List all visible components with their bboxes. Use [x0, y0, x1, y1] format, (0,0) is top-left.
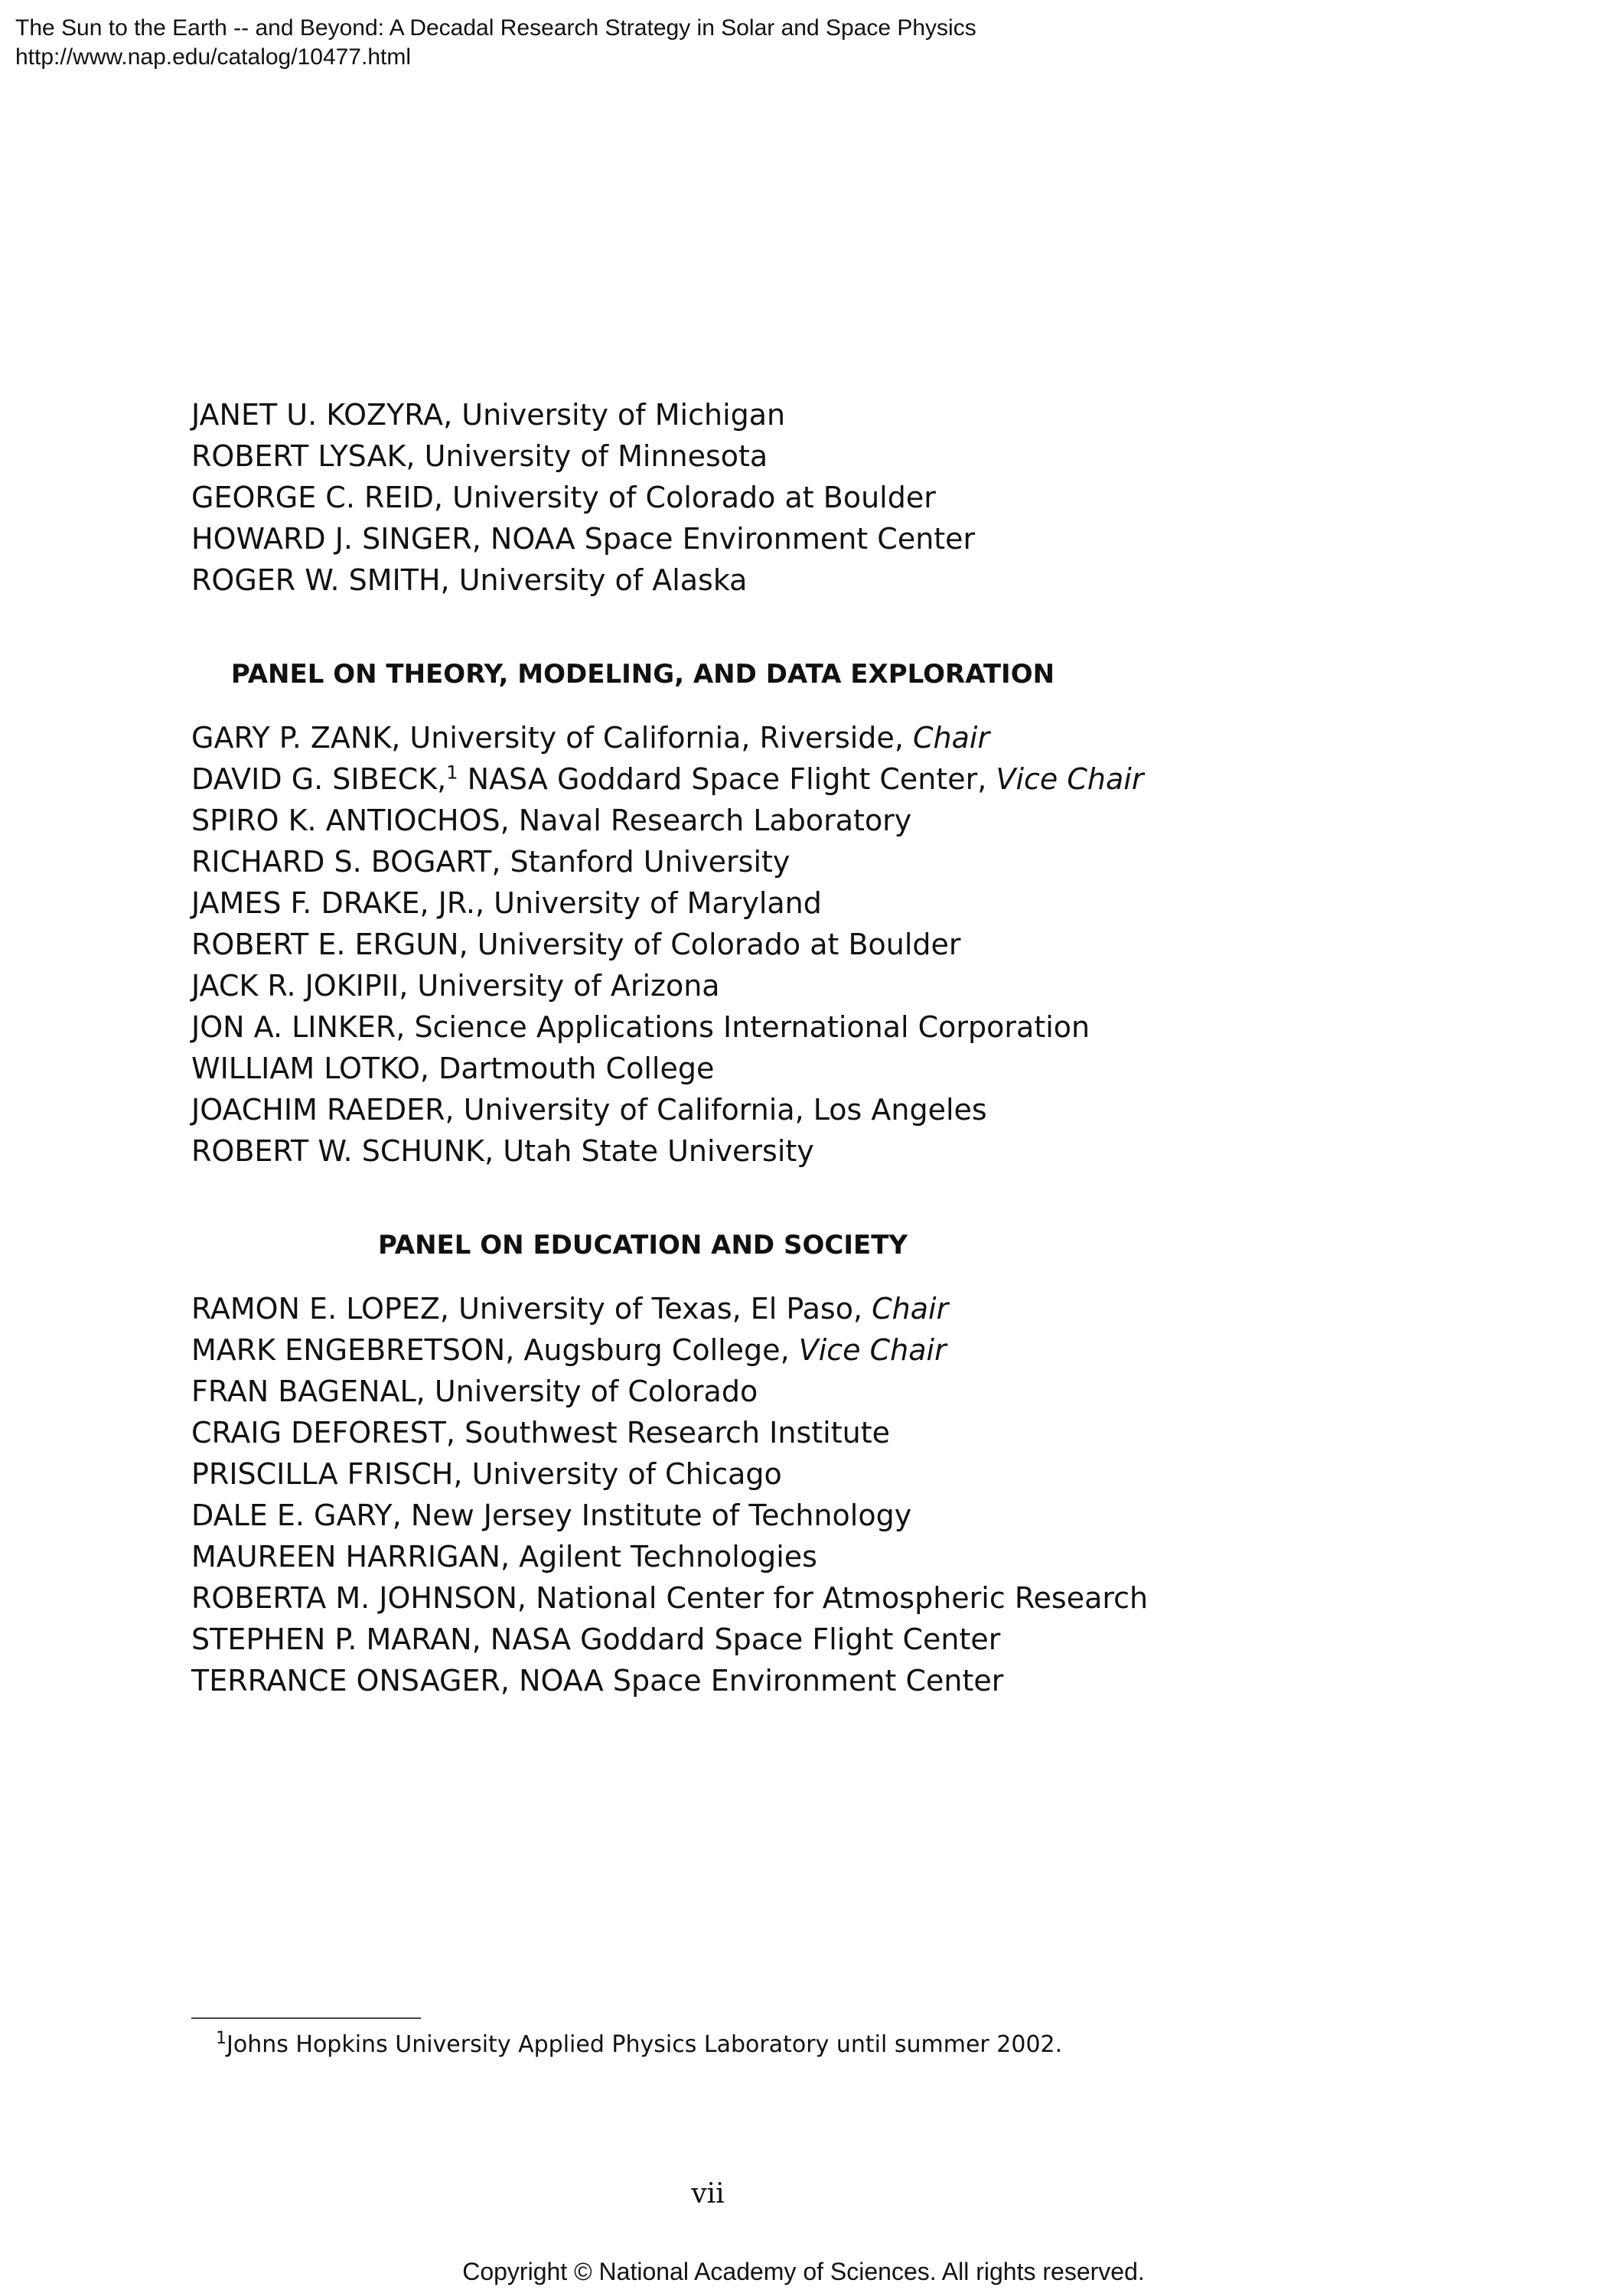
member-affiliation: NASA Goddard Space Flight Center: [467, 762, 978, 796]
member-name: JANET U. KOZYRA: [191, 398, 444, 432]
theory-member-list: [191, 717, 1301, 1172]
member-role: Vice Chair: [798, 1333, 947, 1367]
footnote-mark: 1: [216, 2029, 227, 2048]
member-name: STEPHEN P. MARAN: [191, 1623, 472, 1656]
footnote-divider: [191, 2017, 421, 2019]
member-entry: MARK ENGEBRETSON, Augsburg College, Vice Chair: [191, 1333, 947, 1367]
page-content: [191, 394, 1301, 1701]
member-affiliation: NOAA Space Environment Center: [490, 522, 976, 556]
member-entry: MAUREEN HARRIGAN, Agilent Technologies: [191, 1540, 817, 1574]
member-role: Chair: [912, 721, 990, 755]
member-name: JOACHIM RAEDER: [191, 1093, 445, 1127]
member-entry: JAMES F. DRAKE, JR., University of Maryland: [191, 886, 822, 920]
page-number: vii: [691, 2178, 725, 2210]
member-name: ROBERT E. ERGUN: [191, 928, 459, 961]
member-name: GARY P. ZANK: [191, 721, 392, 755]
member-affiliation: NASA Goddard Space Flight Center: [490, 1623, 1001, 1656]
member-name: RAMON E. LOPEZ: [191, 1292, 440, 1326]
member-name: GEORGE C. REID: [191, 481, 434, 514]
member-name: DAVID G. SIBECK: [191, 762, 438, 796]
member-entry: ROBERTA M. JOHNSON, National Center for Atmospheric Research: [191, 1581, 1149, 1615]
member-affiliation: University of Colorado at Boulder: [452, 481, 936, 514]
footnote-text: Johns Hopkins University Applied Physics Laboratory until summer 2002.: [227, 2031, 1063, 2058]
member-affiliation: University of Alaska: [458, 563, 748, 597]
member-name: RICHARD S. BOGART: [191, 845, 492, 879]
member-entry: HOWARD J. SINGER, NOAA Space Environment Center: [191, 522, 976, 556]
member-entry: RICHARD S. BOGART, Stanford University: [191, 845, 790, 879]
member-name: TERRANCE ONSAGER: [191, 1664, 500, 1698]
copyright-notice: Copyright © National Academy of Sciences. All rights reserved.: [462, 2258, 1145, 2285]
education-member-list: [191, 1288, 1301, 1701]
member-entry: RAMON E. LOPEZ, University of Texas, El Paso, Chair: [191, 1292, 949, 1326]
member-name: ROBERT LYSAK: [191, 439, 406, 473]
member-name: FRAN BAGENAL: [191, 1375, 416, 1408]
member-name: SPIRO K. ANTIOCHOS: [191, 804, 500, 837]
member-name: CRAIG DEFOREST: [191, 1416, 446, 1450]
member-affiliation: National Center for Atmospheric Research: [536, 1581, 1149, 1615]
member-name: MAUREEN HARRIGAN: [191, 1540, 500, 1574]
member-role: Chair: [872, 1292, 949, 1326]
member-affiliation: University of Minnesota: [424, 439, 768, 473]
member-affiliation: Augsburg College: [523, 1333, 781, 1367]
continued-member-list: [191, 394, 1301, 601]
member-affiliation: University of Colorado: [434, 1375, 758, 1408]
member-affiliation: University of Michigan: [461, 398, 786, 432]
member-name: HOWARD J. SINGER: [191, 522, 472, 556]
member-name: ROBERTA M. JOHNSON: [191, 1581, 517, 1615]
member-affiliation: Agilent Technologies: [519, 1540, 817, 1574]
member-name: PRISCILLA FRISCH: [191, 1457, 454, 1491]
member-affiliation: NOAA Space Environment Center: [519, 1664, 1004, 1698]
member-affiliation: University of Chicago: [471, 1457, 782, 1491]
member-affiliation: Science Applications International Corporation: [414, 1010, 1090, 1044]
member-affiliation: Southwest Research Institute: [464, 1416, 890, 1450]
member-affiliation: New Jersey Institute of Technology: [410, 1499, 912, 1532]
document-header: [15, 14, 976, 72]
member-affiliation: University of Texas, El Paso: [458, 1292, 853, 1326]
header-title: The Sun to the Earth -- and Beyond: A Decadal Research Strategy in Solar and Space Physics: [15, 15, 976, 41]
member-name: MARK ENGEBRETSON: [191, 1333, 506, 1367]
member-entry: ROGER W. SMITH, University of Alaska: [191, 563, 748, 597]
member-affiliation: University of Arizona: [417, 969, 720, 1003]
member-entry: FRAN BAGENAL, University of Colorado: [191, 1375, 758, 1408]
member-entry: JOACHIM RAEDER, University of California, Los Angeles: [191, 1093, 987, 1127]
member-name: ROBERT W. SCHUNK: [191, 1134, 485, 1168]
member-entry: TERRANCE ONSAGER, NOAA Space Environment Center: [191, 1664, 1004, 1698]
member-affiliation: Utah State University: [503, 1134, 814, 1168]
member-entry: CRAIG DEFOREST, Southwest Research Institute: [191, 1416, 890, 1450]
footnote: [216, 2030, 1062, 2060]
member-entry: GARY P. ZANK, University of California, Riverside, Chair: [191, 721, 990, 755]
member-affiliation: University of California, Los Angeles: [463, 1093, 987, 1127]
header-url: http://www.nap.edu/catalog/10477.html: [15, 44, 412, 70]
member-affiliation: Naval Research Laboratory: [518, 804, 912, 837]
member-name: ROGER W. SMITH: [191, 563, 441, 597]
panel-title-theory: PANEL ON THEORY, MODELING, AND DATA EXPLORATION: [230, 659, 1055, 690]
member-entry: JANET U. KOZYRA, University of Michigan: [191, 398, 786, 432]
member-name: JAMES F. DRAKE, JR.: [191, 886, 475, 920]
member-entry: DAVID G. SIBECK,$^1$ NASA Goddard Space Flight Center, Vice Chair: [191, 762, 1144, 796]
member-entry: ROBERT W. SCHUNK, Utah State University: [191, 1134, 814, 1168]
member-entry: PRISCILLA FRISCH, University of Chicago: [191, 1457, 782, 1491]
member-affiliation: Dartmouth College: [438, 1052, 715, 1085]
member-affiliation: Stanford University: [510, 845, 790, 879]
member-name: JACK R. JOKIPII: [191, 969, 399, 1003]
member-name: WILLIAM LOTKO: [191, 1052, 420, 1085]
member-affiliation: University of California, Riverside: [409, 721, 895, 755]
member-entry: STEPHEN P. MARAN, NASA Goddard Space Flight Center: [191, 1623, 1001, 1656]
member-entry: JON A. LINKER, Science Applications International Corporation: [191, 1010, 1090, 1044]
member-entry: JACK R. JOKIPII, University of Arizona: [191, 969, 720, 1003]
member-entry: WILLIAM LOTKO, Dartmouth College: [191, 1052, 715, 1085]
member-entry: SPIRO K. ANTIOCHOS, Naval Research Laboratory: [191, 804, 912, 837]
member-entry: ROBERT LYSAK, University of Minnesota: [191, 439, 768, 473]
member-entry: ROBERT E. ERGUN, University of Colorado at Boulder: [191, 928, 961, 961]
panel-title-education: PANEL ON EDUCATION AND SOCIETY: [377, 1230, 908, 1261]
member-entry: DALE E. GARY, New Jersey Institute of Technology: [191, 1499, 912, 1532]
footnote-reference: 1: [446, 762, 458, 784]
member-name: JON A. LINKER: [191, 1010, 396, 1044]
member-affiliation: University of Maryland: [494, 886, 822, 920]
member-affiliation: University of Colorado at Boulder: [477, 928, 961, 961]
member-role: Vice Chair: [996, 762, 1144, 796]
member-name: DALE E. GARY: [191, 1499, 393, 1532]
member-entry: GEORGE C. REID, University of Colorado at Boulder: [191, 481, 936, 514]
